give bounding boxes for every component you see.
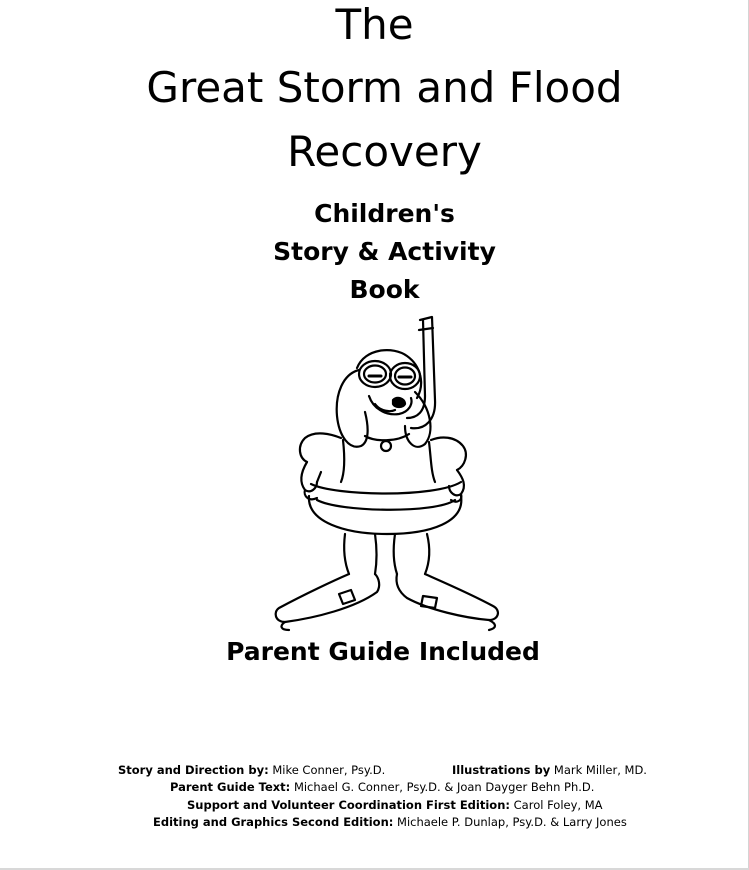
title-line-2: Great Storm and Flood [146, 63, 623, 112]
subtitle-line-1: Children's [314, 199, 455, 228]
credit-support-value: Carol Foley, MA [513, 798, 603, 812]
credit-editing [153, 814, 627, 831]
parent-guide-included: Parent Guide Included [226, 637, 540, 666]
credit-editing-label: Editing and Graphics Second Edition: [153, 815, 394, 829]
subtitle-line-3: Book [349, 275, 420, 304]
credit-illustrations-value: Mark Miller, MD. [553, 763, 647, 777]
credit-story-label: Story and Direction by: [118, 763, 269, 777]
credit-support [187, 797, 603, 814]
credit-story [118, 762, 385, 779]
credit-illustrations [452, 762, 647, 779]
title-line-3: Recovery [287, 127, 482, 176]
title-line-1: The [335, 0, 414, 49]
subtitle-line-2: Story & Activity [273, 237, 496, 266]
credit-illustrations-label: Illustrations by [452, 763, 551, 777]
credit-parent-guide-label: Parent Guide Text: [170, 780, 291, 794]
credit-support-label: Support and Volunteer Coordination First Edition: [187, 798, 510, 812]
credit-editing-value: Michaele P. Dunlap, Psy.D. & Larry Jones [397, 815, 627, 829]
credit-story-value: Mike Conner, Psy.D. [272, 763, 386, 777]
credit-parent-guide [170, 779, 594, 796]
dog-snorkel-float-ring-illustration-icon [265, 312, 505, 632]
credit-parent-guide-value: Michael G. Conner, Psy.D. & Joan Dayger Behn Ph.D. [293, 780, 595, 794]
